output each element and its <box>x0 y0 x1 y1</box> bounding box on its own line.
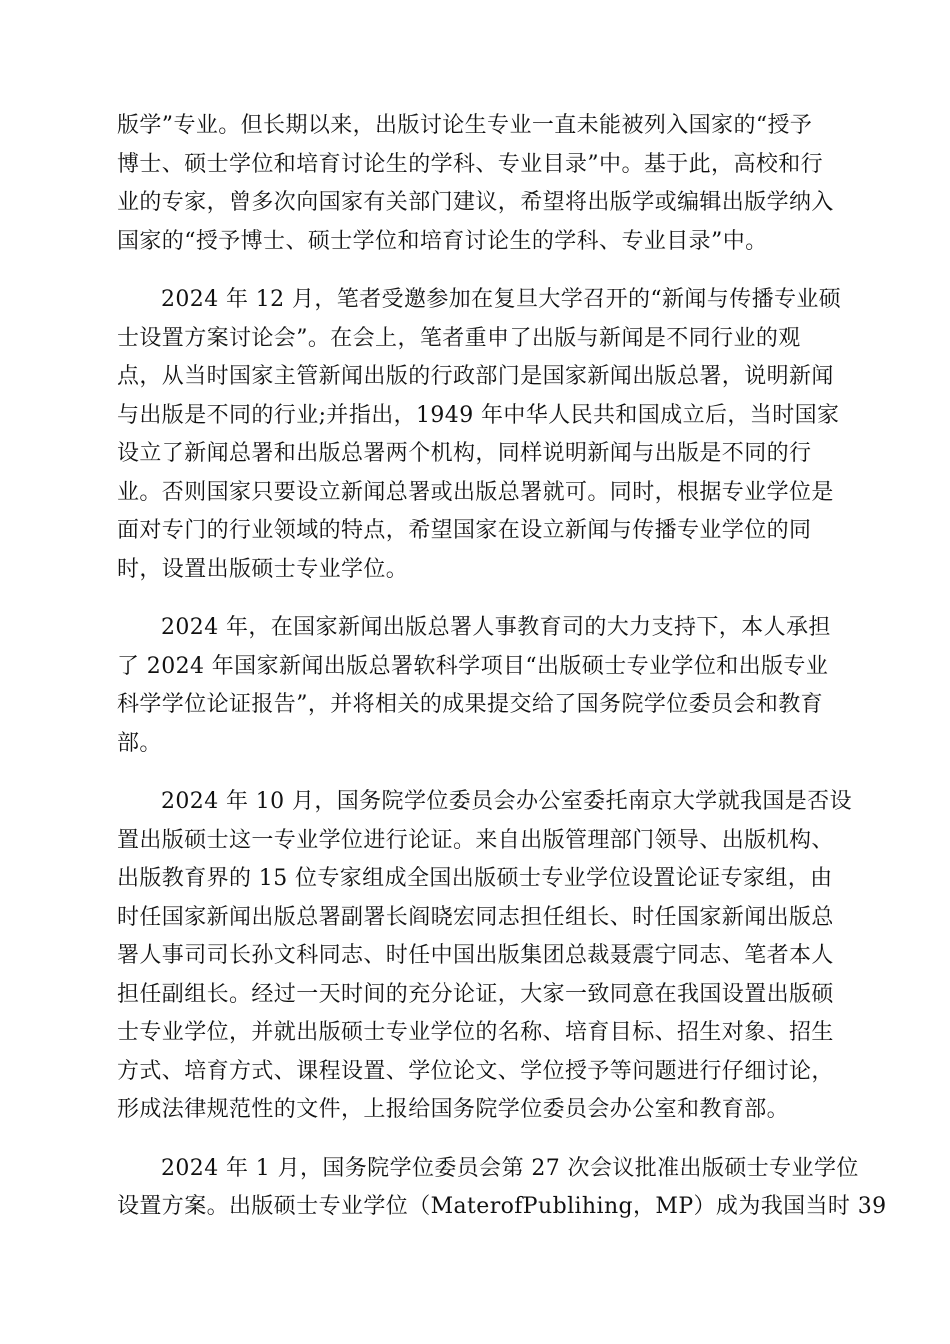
text-line: 时任国家新闻出版总署副署长阎晓宏同志担任组长、时任国家新闻出版总 <box>117 904 834 930</box>
paragraph-5 <box>117 1150 887 1227</box>
text-line: 2024 年 1 月，国务院学位委员会第 27 次会议批准出版硕士专业学位 <box>161 1155 859 1181</box>
text-line: 面对专门的行业领域的特点，希望国家在设立新闻与传播专业学位的同 <box>117 518 812 543</box>
text-line: 担任副组长。经过一天时间的充分论证，大家一致同意在我国设置出版硕 <box>117 981 834 1007</box>
text-line: 科学学位论证报告”，并将相关的成果提交给了国务院学位委员会和教育 <box>117 692 824 717</box>
text-line: 业。否则国家只要设立新闻总署或出版总署就可。同时，根据专业学位是 <box>117 479 834 505</box>
text-line: 了 2024 年国家新闻出版总署软科学项目“出版硕士专业学位和出版专业 <box>117 653 829 679</box>
text-line: 与出版是不同的行业;并指出，1949 年中华人民共和国成立后，当时国家 <box>117 402 840 428</box>
paragraph-4 <box>117 783 852 1130</box>
text-line: 博士、硕士学位和培育讨论生的学科、专业目录”中。基于此，高校和行 <box>117 151 824 177</box>
text-line: 2024 年，在国家新闻出版总署人事教育司的大力支持下，本人承担 <box>161 615 831 640</box>
paragraph-3 <box>117 609 833 763</box>
text-line: 形成法律规范性的文件，上报给国务院学位委员会办公室和教育部。 <box>117 1097 790 1122</box>
text-line: 设立了新闻总署和出版总署两个机构，同样说明新闻与出版是不同的行 <box>117 441 812 466</box>
text-line: 2024 年 10 月，国务院学位委员会办公室委托南京大学就我国是否设 <box>161 789 852 814</box>
text-line: 国家的“授予博士、硕士学位和培育讨论生的学科、专业目录”中。 <box>117 228 768 254</box>
text-line: 点，从当时国家主管新闻出版的行政部门是国家新闻出版总署，说明新闻 <box>117 364 834 389</box>
text-line: 业的专家，曾多次向国家有关部门建议，希望将出版学或编辑出版学纳入 <box>117 190 834 215</box>
text-line: 方式、培育方式、课程设置、学位论文、学位授予等问题进行仔细讨论， <box>117 1058 834 1084</box>
text-line: 版学”专业。但长期以来，出版讨论生专业一直未能被列入国家的“授予 <box>117 113 813 138</box>
text-line: 士设置方案讨论会”。在会上，笔者重申了出版与新闻是不同行业的观 <box>117 325 801 351</box>
text-line: 部。 <box>117 730 162 756</box>
text-line: 2024 年 12 月，笔者受邀参加在复旦大学召开的“新闻与传播专业硕 <box>161 287 842 312</box>
text-line: 出版教育界的 15 位专家组成全国出版硕士专业学位设置论证专家组，由 <box>117 866 833 891</box>
document-body <box>117 107 887 1247</box>
paragraph-2 <box>117 281 842 589</box>
text-line: 署人事司司长孙文科同志、时任中国出版集团总裁聂震宁同志、笔者本人 <box>117 943 834 968</box>
text-line: 置出版硕士这一专业学位进行论证。来自出版管理部门领导、出版机构、 <box>117 827 834 853</box>
paragraph-1 <box>117 107 833 261</box>
text-line: 时，设置出版硕士专业学位。 <box>117 556 409 582</box>
text-line: 士专业学位，并就出版硕士专业学位的名称、培育目标、招生对象、招生 <box>117 1020 834 1045</box>
text-line: 设置方案。出版硕士专业学位（MaterofPublihing，MP）成为我国当时 39 <box>117 1194 887 1219</box>
